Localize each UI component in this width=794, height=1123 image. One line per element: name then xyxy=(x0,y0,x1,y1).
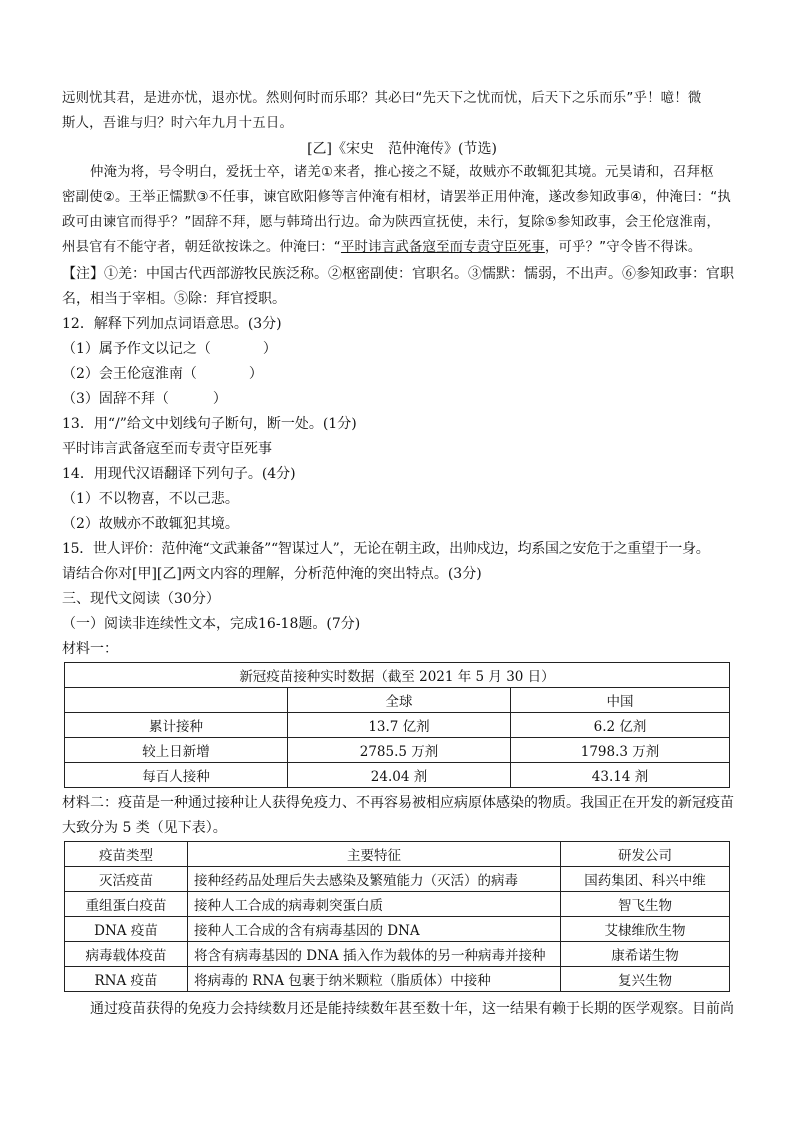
passage-jia-line-2: 斯人，吾谁与归？时六年九月十五日。 xyxy=(62,116,294,131)
table-cell: 每百人接种 xyxy=(65,763,288,788)
table-cell: 24.04 剂 xyxy=(288,763,511,788)
vaccination-data-table xyxy=(64,662,730,788)
table-row xyxy=(65,663,730,688)
section-3-sub-1: （一）阅读非连续性文本，完成16-18题。(7分) xyxy=(62,616,361,632)
header-cell: 研发公司 xyxy=(561,842,730,867)
table-cell: 累计接种 xyxy=(65,713,288,738)
table-cell: 智飞生物 xyxy=(561,892,730,917)
passage-yi-line-2: 密副使②。王举正懦默③不任事，谏官欧阳修等言仲淹有相材，请罢举正用仲淹，遂改参知政事④，仲淹曰：“执 xyxy=(62,190,731,205)
table-header-row xyxy=(65,842,730,867)
close-paren: ） xyxy=(212,391,227,407)
table-row xyxy=(65,967,730,992)
passage-yi-line-1: 仲淹为将，号令明白，爱抚士卒，诸羌①来者，推心接之不疑，故贼亦不敢辄犯其境。元昊请和，召拜枢 xyxy=(90,165,714,180)
table-cell: 13.7 亿剂 xyxy=(288,713,511,738)
annotation-line-1: 【注】①羌：中国古代西部游牧民族泛称。②枢密副使：官职名。③懦默：懦弱，不出声。⑥参知政事：官职 xyxy=(62,266,734,282)
material-2-line-1: 材料二：疫苗是一种通过接种让人获得免疫力、不再容易被相应病原体感染的物质。我国正在开发的新冠疫苗 xyxy=(62,795,734,811)
table-cell: 灭活疫苗 xyxy=(65,867,188,892)
question-12-1-text: （1）属予作文以记之（ xyxy=(62,341,211,357)
passage-yi-title: [乙]《宋史 范仲淹传》(节选) xyxy=(307,141,497,157)
question-13: 13．用“/”给文中划线句子断句，断一处。(1分) xyxy=(62,416,357,432)
table-cell: 1798.3 万剂 xyxy=(511,738,730,763)
question-12-2 xyxy=(62,363,742,385)
question-12-3-text: （3）固辞不拜（ xyxy=(62,391,169,407)
table-row xyxy=(65,763,730,788)
table-cell: 2785.5 万剂 xyxy=(288,738,511,763)
annotation-line-2: 名，相当于宰相。⑤除：拜官授职。 xyxy=(62,291,286,307)
question-12-2-text: （2）会王伦寇淮南（ xyxy=(62,366,197,382)
table-row xyxy=(65,713,730,738)
table-row xyxy=(65,917,730,942)
table-cell: RNA 疫苗 xyxy=(65,967,188,992)
table-cell: 艾棣维欣生物 xyxy=(561,917,730,942)
question-12: 12．解释下列加点词语意思。(3分) xyxy=(62,316,282,332)
material-2-line-2: 大致分为 5 类（见下表）。 xyxy=(62,820,227,836)
question-15-line-2: 请结合你对[甲][乙]两文内容的理解，分析范仲淹的突出特点。(3分) xyxy=(62,566,482,582)
table-header-row xyxy=(65,688,730,713)
question-15-line-1: 15．世人评价：范仲淹“文武兼备”“智谋过人”，无论在朝主政，出帅戍边，均系国之安危于之重望于一身。 xyxy=(62,541,710,557)
header-cell xyxy=(65,688,288,713)
table-cell: 将病毒的 RNA 包裹于纳米颗粒（脂质体）中接种 xyxy=(188,967,561,992)
passage-yi-line-4-post: ，可乎？”守令皆不得诛。 xyxy=(544,240,702,255)
table-cell: 较上日新增 xyxy=(65,738,288,763)
table-cell: 重组蛋白疫苗 xyxy=(65,892,188,917)
passage-yi-line-3: 政可由谏官而得乎？”固辞不拜，愿与韩琦出行边。命为陕西宣抚使，未行，复除⑤参知政事，会王伦寇淮南， xyxy=(62,215,721,230)
passage-jia-line-1: 远则忧其君，是进亦忧，退亦忧。然则何时而乐耶？其必曰“先天下之忧而忧，后天下之乐而乐”乎！噫！微 xyxy=(62,91,702,106)
header-cell: 中国 xyxy=(511,688,730,713)
table-row xyxy=(65,867,730,892)
table-row xyxy=(65,738,730,763)
question-12-3 xyxy=(62,388,742,410)
final-paragraph: 通过疫苗获得的免疫力会持续数月还是能持续数年甚至数十年，这一结果有赖于长期的医学观察。目前尚 xyxy=(90,1001,734,1017)
table-cell: 接种经药品处理后失去感染及繁殖能力（灭活）的病毒 xyxy=(188,867,561,892)
underlined-sentence: 平时讳言武备寇至而专责守臣死事 xyxy=(340,240,545,255)
table-title: 新冠疫苗接种实时数据（截至 2021 年 5 月 30 日） xyxy=(65,663,730,688)
header-cell: 疫苗类型 xyxy=(65,842,188,867)
table-cell: 6.2 亿剂 xyxy=(511,713,730,738)
table-cell: 康希诺生物 xyxy=(561,942,730,967)
question-12-1 xyxy=(62,338,742,360)
table-cell: DNA 疫苗 xyxy=(65,917,188,942)
close-paren: ） xyxy=(262,341,277,357)
close-paren: ） xyxy=(248,366,263,382)
table-cell: 国药集团、科兴中维 xyxy=(561,867,730,892)
header-cell: 主要特征 xyxy=(188,842,561,867)
question-14-2: （2）故贼亦不敢辄犯其境。 xyxy=(62,516,239,532)
vaccine-types-table xyxy=(64,841,730,992)
table-row xyxy=(65,892,730,917)
table-cell: 将含有病毒基因的 DNA 插入作为载体的另一种病毒并接种 xyxy=(188,942,561,967)
table-row xyxy=(65,942,730,967)
table-cell: 43.14 剂 xyxy=(511,763,730,788)
question-14-1: （1）不以物喜，不以己悲。 xyxy=(62,491,239,507)
passage-yi-line-4-pre: 州县官有不能守者，朝廷欲按诛之。仲淹曰：“ xyxy=(62,240,341,255)
material-1-label: 材料一： xyxy=(62,641,118,657)
question-14: 14．用现代汉语翻译下列句子。(4分) xyxy=(62,466,296,482)
table-cell: 病毒载体疫苗 xyxy=(65,942,188,967)
table-cell: 接种人工合成的含有病毒基因的 DNA xyxy=(188,917,561,942)
section-3-heading: 三、现代文阅读（30分） xyxy=(62,591,220,607)
question-13-sentence: 平时讳言武备寇至而专责守臣死事 xyxy=(62,441,272,457)
passage-yi-line-4 xyxy=(62,237,742,259)
table-cell: 复兴生物 xyxy=(561,967,730,992)
table-cell: 接种人工合成的病毒刺突蛋白质 xyxy=(188,892,561,917)
header-cell: 全球 xyxy=(288,688,511,713)
